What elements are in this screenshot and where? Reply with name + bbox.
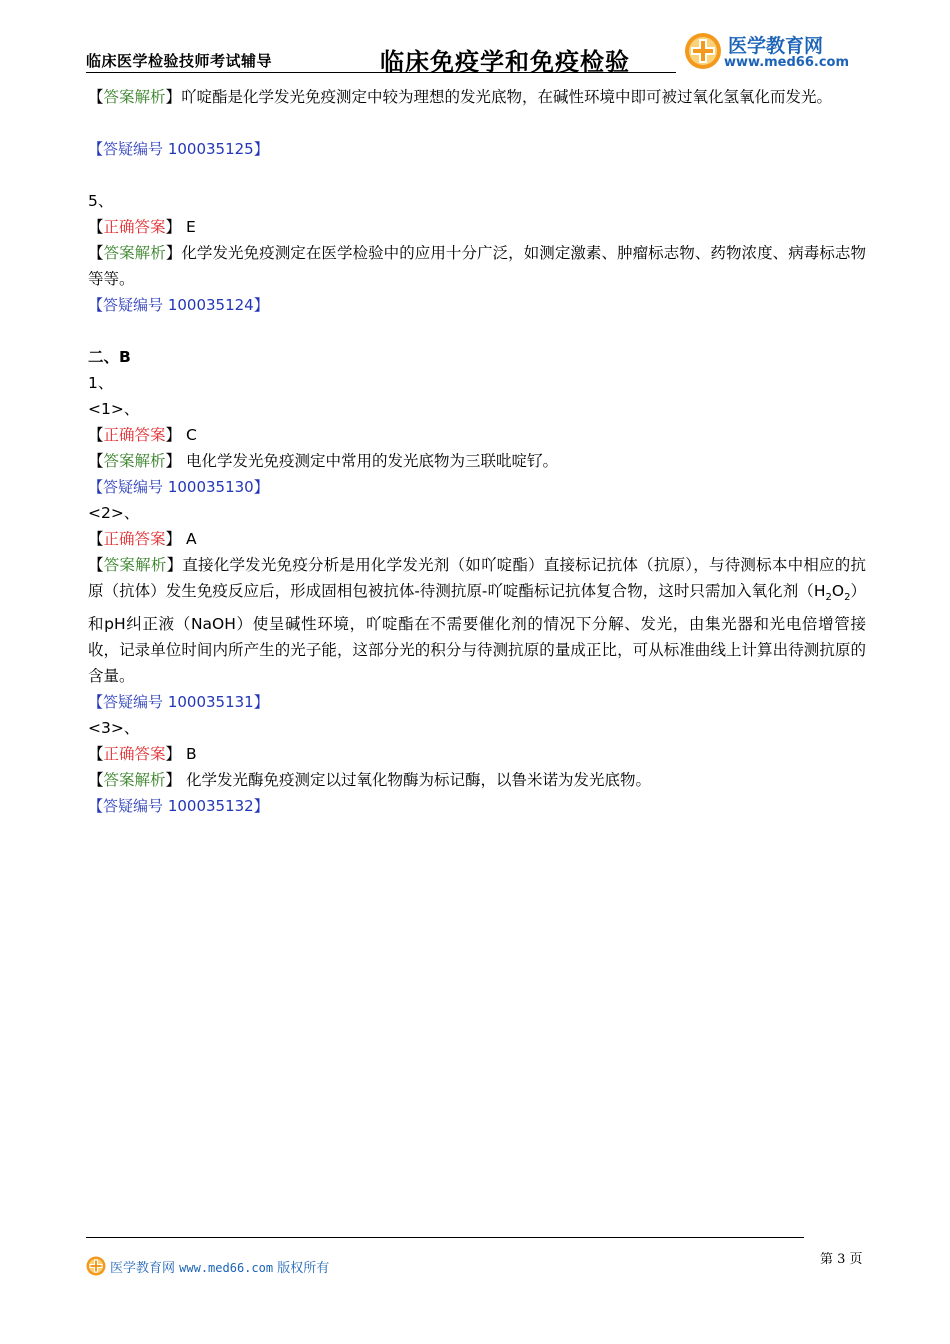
analysis-text-part-d: ）使呈碱性环境，吖啶酯在不需要催化剂的情况下分解、发光，由集光器和光电倍增管接收，记录单位时间内所产生的光子能，这部分光的积分与待测抗原的量成正比，可从标准曲线上计算出待测抗原的含量。 bbox=[88, 615, 866, 686]
sub-question-number: <2>、 bbox=[88, 504, 140, 522]
analysis-text: 化学发光酶免疫测定以过氧化物酶为标记酶，以鲁米诺为发光底物。 bbox=[185, 771, 651, 790]
correct-answer-label: 正确答案 bbox=[103, 426, 166, 444]
sub-question-number: <1>、 bbox=[88, 400, 140, 418]
term-naoh: NaOH bbox=[190, 615, 236, 634]
analysis-text-part-c: 纠正液（ bbox=[125, 615, 191, 634]
document-body bbox=[88, 84, 866, 819]
term-ph: pH bbox=[104, 615, 126, 634]
qa-label: 答疑编号 bbox=[103, 140, 164, 158]
formula-h: H bbox=[813, 582, 826, 600]
question-number: 1、 bbox=[88, 374, 114, 392]
correct-answer-value: A bbox=[185, 530, 197, 548]
analysis-line: 【答案解析】吖啶酯是化学发光免疫测定中较为理想的发光底物，在碱性环境中即可被过氧化氢氧化而发光。 bbox=[88, 88, 833, 106]
brand-logo[interactable] bbox=[684, 28, 864, 74]
qa-label: 答疑编号 bbox=[103, 693, 164, 712]
correct-answer-value: E bbox=[185, 218, 196, 236]
qa-number-line: 【答疑编号 100035130】 bbox=[88, 478, 269, 496]
correct-answer-value: C bbox=[185, 426, 197, 444]
qa-number: 100035130 bbox=[167, 478, 254, 496]
qa-number: 100035124 bbox=[167, 296, 254, 314]
analysis-line: 【答案解析】 电化学发光免疫测定中常用的发光底物为三联吡啶钌。 bbox=[88, 452, 558, 470]
analysis-paragraph: 【答案解析】直接化学发光免疫分析是用化学发光剂（如吖啶酯）直接标记抗体（抗原），与待测标本中相应的抗原（抗体）发生免疫反应后，形成固相包被抗体-待测抗原-吖啶酯标记抗体复合物，这时只需加入氧化剂$(H_2O_2)$和pH纠正液（NaOH）使呈碱性环境，吖啶酯在不需要催化剂的情况下分解、发光，由集光器和光电倍增管接收，记录单位时间内所产生的光子能，这部分光的积分与待测抗原的量成正比，可从标准曲线上计算出待测抗原的含量。 bbox=[88, 556, 866, 686]
footer-divider bbox=[86, 1237, 804, 1238]
logo-url: www.med66.com bbox=[724, 55, 850, 70]
question-number: 5、 bbox=[88, 192, 114, 210]
qa-number: 100035132 bbox=[167, 797, 254, 816]
footer-text bbox=[110, 1257, 329, 1276]
qa-number: 100035125 bbox=[167, 140, 254, 158]
header-divider bbox=[86, 72, 676, 73]
logo-cross-icon bbox=[86, 1256, 106, 1276]
analysis-text: 吖啶酯是化学发光免疫测定中较为理想的发光底物，在碱性环境中即可被过氧化氢氧化而发光。 bbox=[181, 88, 833, 106]
analysis-line: 【答案解析】 化学发光酶免疫测定以过氧化物酶为标记酶，以鲁米诺为发光底物。 bbox=[88, 771, 651, 790]
qa-number-line: 【答疑编号 100035131】 bbox=[88, 693, 269, 712]
qa-number: 100035131 bbox=[167, 693, 254, 712]
analysis-text-part-b: ）和 bbox=[88, 582, 866, 634]
correct-answer-line: 【正确答案】 A bbox=[88, 530, 197, 548]
correct-answer-value: B bbox=[185, 745, 197, 764]
page-header bbox=[86, 26, 864, 74]
qa-label: 答疑编号 bbox=[103, 797, 164, 816]
qa-number-line: 【答疑编号 100035124】 bbox=[88, 296, 269, 314]
analysis-text-part-a: 直接化学发光免疫分析是用化学发光剂（如吖啶酯）直接标记抗体（抗原），与待测标本中相应的抗原（抗体）发生免疫反应后，形成固相包被抗体-待测抗原-吖啶酯标记抗体复合物，这时只需加入氧化剂（ bbox=[88, 556, 866, 600]
footer-url[interactable]: www.med66.com bbox=[179, 1261, 274, 1275]
correct-answer-label: 正确答案 bbox=[103, 218, 166, 236]
logo-name: 医学教育网 bbox=[728, 35, 824, 57]
correct-answer-line: 【正确答案】 E bbox=[88, 218, 196, 236]
footer-brand-name: 医学教育网 bbox=[110, 1261, 176, 1276]
analysis-text: 电化学发光免疫测定中常用的发光底物为三联吡啶钌。 bbox=[185, 452, 558, 470]
header-course-name: 临床医学检验技师考试辅导 bbox=[86, 52, 273, 70]
correct-answer-line: 【正确答案】 B bbox=[88, 745, 197, 764]
sub-question-number: <3>、 bbox=[88, 719, 140, 738]
qa-number-line: 【答疑编号 100035125】 bbox=[88, 140, 269, 158]
analysis-paragraph: 【答案解析】化学发光免疫测定在医学检验中的应用十分广泛，如测定激素、肿瘤标志物、药物浓度、病毒标志物等等。 bbox=[88, 244, 866, 288]
correct-answer-line: 【正确答案】 C bbox=[88, 426, 197, 444]
section-heading: 二、B bbox=[88, 348, 131, 366]
qa-label: 答疑编号 bbox=[103, 478, 164, 496]
qa-number-line: 【答疑编号 100035132】 bbox=[88, 797, 269, 816]
correct-answer-label: 正确答案 bbox=[103, 745, 166, 764]
analysis-label: 答案解析 bbox=[103, 88, 166, 106]
page-number: 第 3 页 bbox=[820, 1252, 863, 1267]
header-title: 临床免疫学和免疫检验 bbox=[380, 48, 630, 76]
analysis-label: 答案解析 bbox=[103, 244, 166, 262]
correct-answer-label: 正确答案 bbox=[103, 530, 166, 548]
formula-subscript: 2 bbox=[825, 592, 832, 604]
analysis-label: 答案解析 bbox=[103, 452, 166, 470]
analysis-label: 答案解析 bbox=[103, 556, 167, 574]
analysis-text: 化学发光免疫测定在医学检验中的应用十分广泛，如测定激素、肿瘤标志物、药物浓度、病毒标志物等等。 bbox=[88, 244, 866, 288]
qa-label: 答疑编号 bbox=[103, 296, 164, 314]
footer-rights: 版权所有 bbox=[277, 1261, 330, 1276]
logo-cross-icon bbox=[684, 32, 722, 70]
formula-subscript: 2 bbox=[844, 592, 851, 604]
analysis-label: 答案解析 bbox=[103, 771, 166, 790]
formula-o: O bbox=[831, 582, 845, 600]
